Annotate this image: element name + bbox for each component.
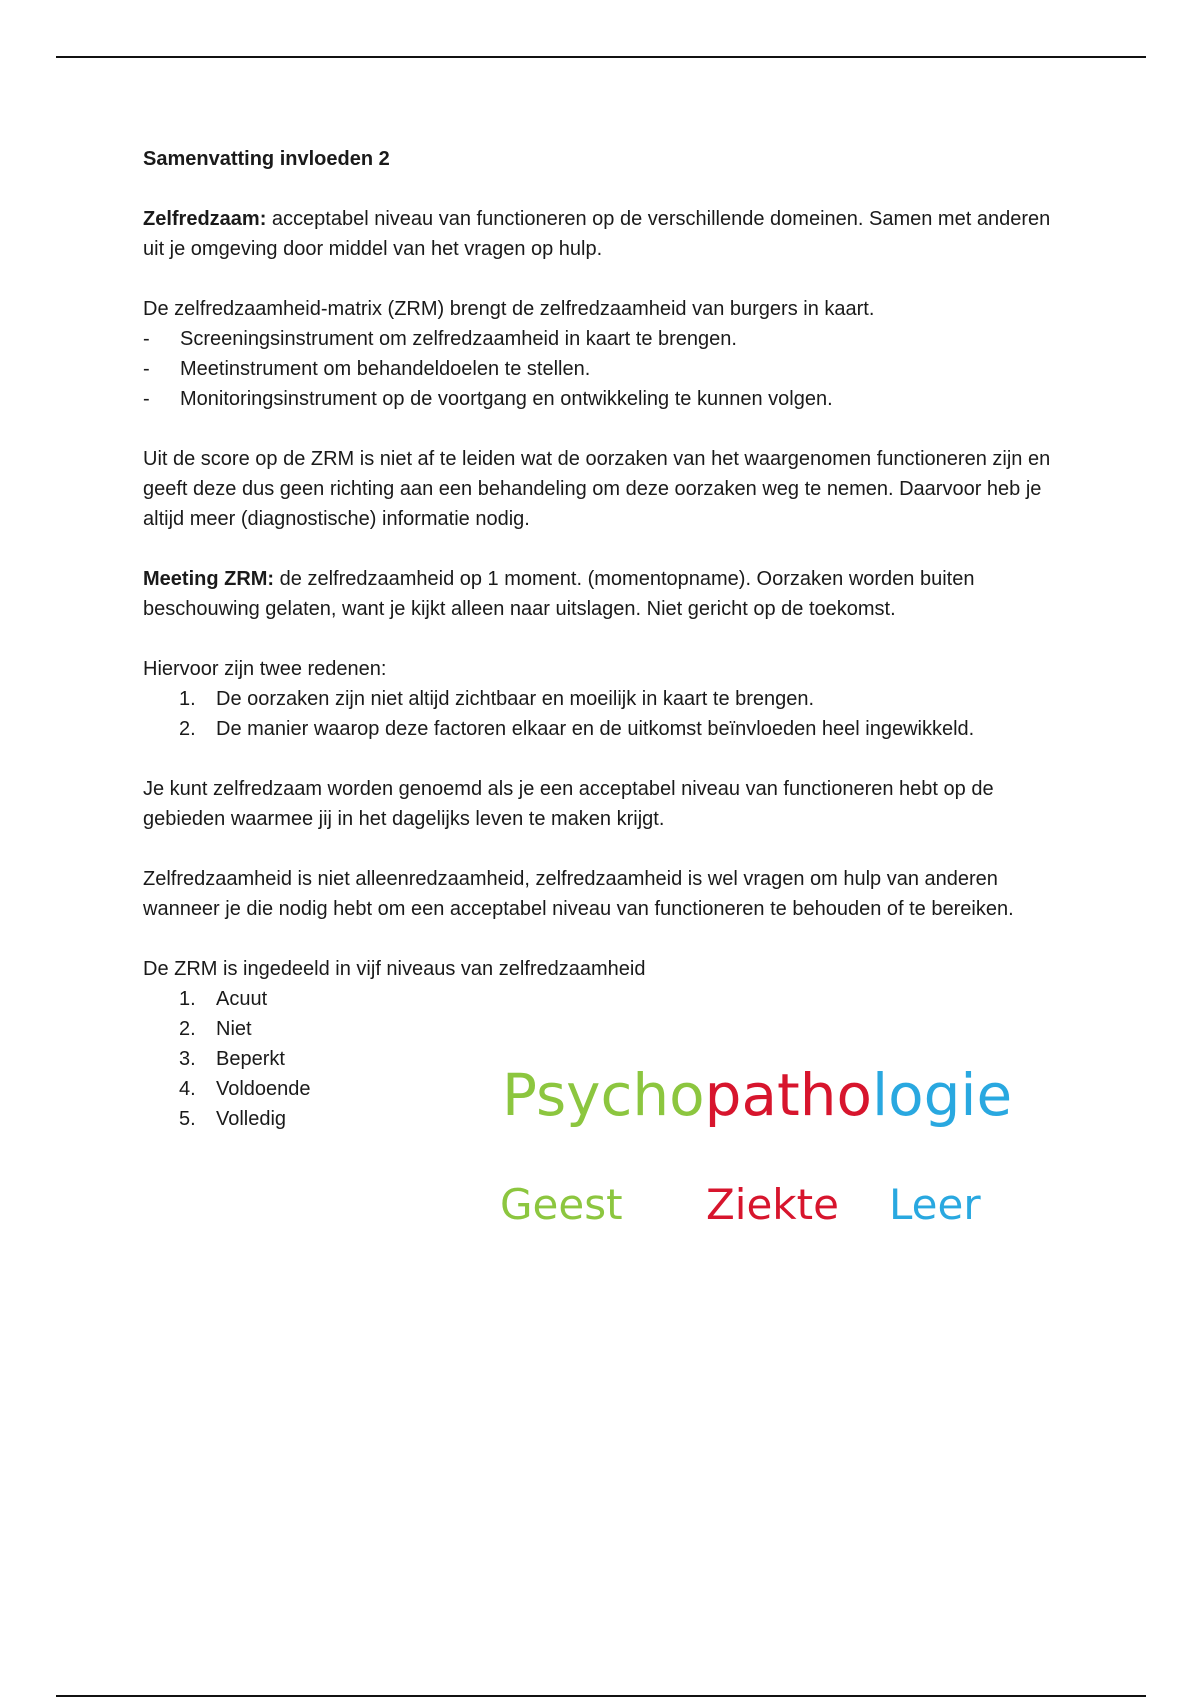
term-definition: acceptabel niveau van functioneren op de verschillende domeinen. Samen met anderen uit je omgeving door middel van het vragen op hulp. [143, 208, 1051, 260]
paragraph-zelfredzaam-genoemd: Je kunt zelfredzaam worden genoemd als je een acceptabel niveau van functioneren hebt op de gebieden waarmee jij in het dagelijks leven te maken krijgt. [143, 778, 994, 830]
logo-wordmark [502, 1055, 1012, 1135]
psychopathologie-logo [490, 1055, 1050, 1255]
list-item-text: Volledig [216, 1108, 287, 1130]
document-body [143, 144, 1063, 1164]
list-item-text: Acuut [216, 988, 268, 1010]
logo-part-psycho: Psycho [502, 1061, 705, 1129]
paragraph-redenen-intro: Hiervoor zijn twee redenen: [143, 658, 387, 680]
paragraph-niveaus-intro: De ZRM is ingedeeld in vijf niveaus van zelfredzaamheid [143, 958, 646, 980]
list-item-text: Screeningsinstrument om zelfredzaamheid in kaart te brengen. [180, 328, 737, 350]
header-rule [56, 56, 1146, 58]
list-item [143, 714, 1063, 744]
list-item [143, 354, 1063, 384]
list-marker: - [143, 328, 150, 350]
list-marker: - [143, 358, 150, 380]
list-number: 5. [179, 1108, 196, 1130]
list-item-text: Monitoringsinstrument op de voortgang en ontwikkeling te kunnen volgen. [180, 388, 833, 410]
paragraph-meeting-zrm [143, 564, 1063, 624]
list-item [143, 684, 1063, 714]
redenen-list [143, 684, 1063, 744]
paragraph-alleenredzaamheid: Zelfredzaamheid is niet alleenredzaamheid, zelfredzaamheid is wel vragen om hulp van anderen wanneer je die nodig hebt om een acceptabel niveau van functioneren te behouden of te bereiken. [143, 868, 1014, 920]
zrm-instrument-list [143, 324, 1063, 414]
list-item-text: Niet [216, 1018, 252, 1040]
term-label: Zelfredzaam: [143, 208, 267, 230]
paragraph-zrm-intro: De zelfredzaamheid-matrix (ZRM) brengt de zelfredzaamheid van burgers in kaart. [143, 298, 875, 320]
logo-sub-leer: Leer [889, 1180, 981, 1229]
list-number: 1. [179, 688, 196, 710]
paragraph-zrm-score: Uit de score op de ZRM is niet af te leiden wat de oorzaken van het waargenomen functioneren zijn en geeft deze dus geen richting aan een behandeling om deze oorzaken weg te nemen. Daarvoor heb je altijd meer (diagnostische) informatie nodig. [143, 448, 1051, 530]
list-item-text: De oorzaken zijn niet altijd zichtbaar en moeilijk in kaart te brengen. [216, 688, 815, 710]
term-definition: de zelfredzaamheid op 1 moment. (momentopname). Oorzaken worden buiten beschouwing gelaten, want je kijkt alleen naar uitslagen. Niet gericht op de toekomst. [143, 568, 975, 620]
list-item-text: Meetinstrument om behandeldoelen te stellen. [180, 358, 591, 380]
list-number: 2. [179, 1018, 196, 1040]
list-item [143, 384, 1063, 414]
list-item [143, 324, 1063, 354]
list-number: 4. [179, 1078, 196, 1100]
list-item-text: De manier waarop deze factoren elkaar en de uitkomst beïnvloeden heel ingewikkeld. [216, 718, 975, 740]
list-item-text: Beperkt [216, 1048, 285, 1070]
list-item [143, 984, 1063, 1014]
list-number: 2. [179, 718, 196, 740]
logo-sub-geest: Geest [500, 1180, 623, 1229]
term-label: Meeting ZRM: [143, 568, 275, 590]
list-number: 3. [179, 1048, 196, 1070]
list-item-text: Voldoende [216, 1078, 311, 1100]
list-marker: - [143, 388, 150, 410]
logo-sub-ziekte: Ziekte [706, 1180, 839, 1229]
list-number: 1. [179, 988, 196, 1010]
list-item [143, 1014, 1063, 1044]
logo-part-patho: patho [704, 1061, 872, 1129]
document-title: Samenvatting invloeden 2 [143, 148, 390, 170]
paragraph-zelfredzaam [143, 204, 1063, 264]
logo-part-logie: logie [872, 1061, 1013, 1129]
footer-rule [56, 1695, 1146, 1697]
